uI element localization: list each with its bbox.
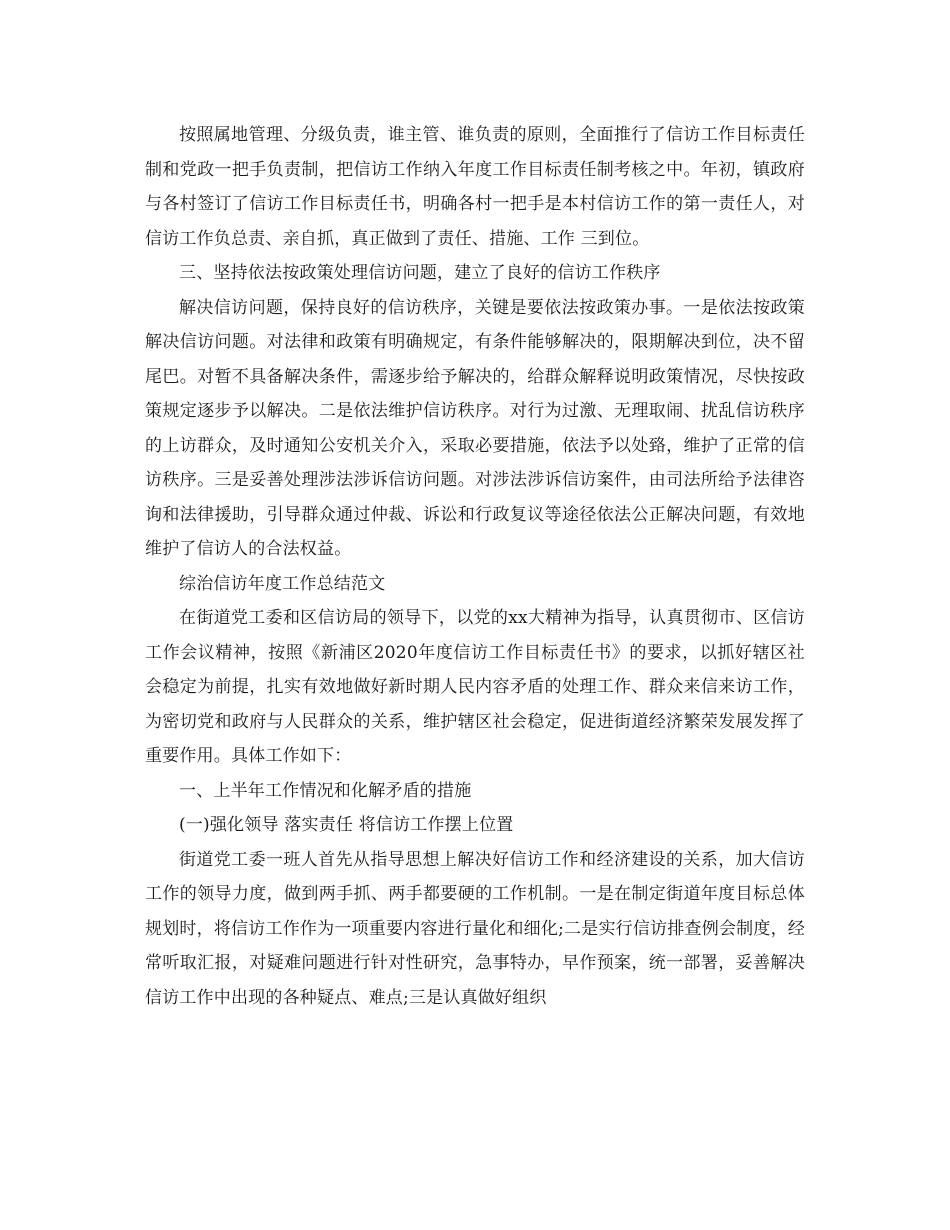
paragraph-leadership: 街道党工委一班人首先从指导思想上解决好信访工作和经济建设的关系，加大信访工作的领导力度，做到两手抓、两手都要硬的工作机制。一是在制定街道年度目标总体规划时，将信访工作作为一项重要内容进行量化和细化;二是实行信访排查例会制度，经常听取汇报，对疑难问题进行针对性研究，急事特办，早作预案，统一部署，妥善解决信访工作中出现的各种疑点、难点;三是认真做好组织 <box>145 849 805 1008</box>
paragraph-lawful-handling: 解决信访问题，保持良好的信访秩序，关键是要依法按政策办事。一是依法按政策解决信访问题。对法律和政策有明确规定，有条件能够解决的，限期解决到位，决不留尾巴。对暂不具备解决条件，需逐步给予解决的，给群众解释说明政策情况，尽快按政策规定逐步予以解决。二是依法维护信访秩序。对行为过激、无理取闹、扰乱信访秩序的上访群众，及时通知公安机关介入，采取必要措施，依法予以处臵，维护了正常的信访秩序。三是妥善处理涉法涉诉信访问题。对涉法涉诉信访案件，由司法所给予法律咨询和法律援助，引导群众通过仲裁、诉讼和行政复议等途径依法公正解决问题，有效地维护了信访人的合法权益。 <box>145 297 805 559</box>
section-heading-three: 三、坚持依法按政策处理信访问题，建立了良好的信访工作秩序 <box>179 263 661 283</box>
section-heading-one: 一、上半年工作情况和化解矛盾的措施 <box>179 780 472 801</box>
paragraph-intro: 在街道党工委和区信访局的领导下，以党的xx大精神为指导，认真贯彻市、区信访工作会议精神，按照《新浦区2020年度信访工作目标责任书》的要求，以抓好辖区社会稳定为前提，扎实有效地做好新时期人民内容矛盾的处理工作、群众来信来访工作，为密切党和政府与人民群众的关系，维护辖区社会稳定，促进街道经济繁荣发展发挥了重要作用。具体工作如下： <box>145 608 805 766</box>
subsection-heading-one: (一)强化领导 落实责任 将信访工作摆上位置 <box>179 815 514 835</box>
paragraph-responsibility-system: 按照属地管理、分级负责，谁主管、谁负责的原则，全面推行了信访工作目标责任制和党政一把手负责制，把信访工作纳入年度工作目标责任制考核之中。年初，镇政府与各村签订了信访工作目标责任书，明确各村一把手是本村信访工作的第一责任人，对信访工作负总责、亲自抓，真正做到了责任、措施、工作 三到位。 <box>145 125 805 249</box>
document-subtitle: 综治信访年度工作总结范文 <box>179 573 386 594</box>
